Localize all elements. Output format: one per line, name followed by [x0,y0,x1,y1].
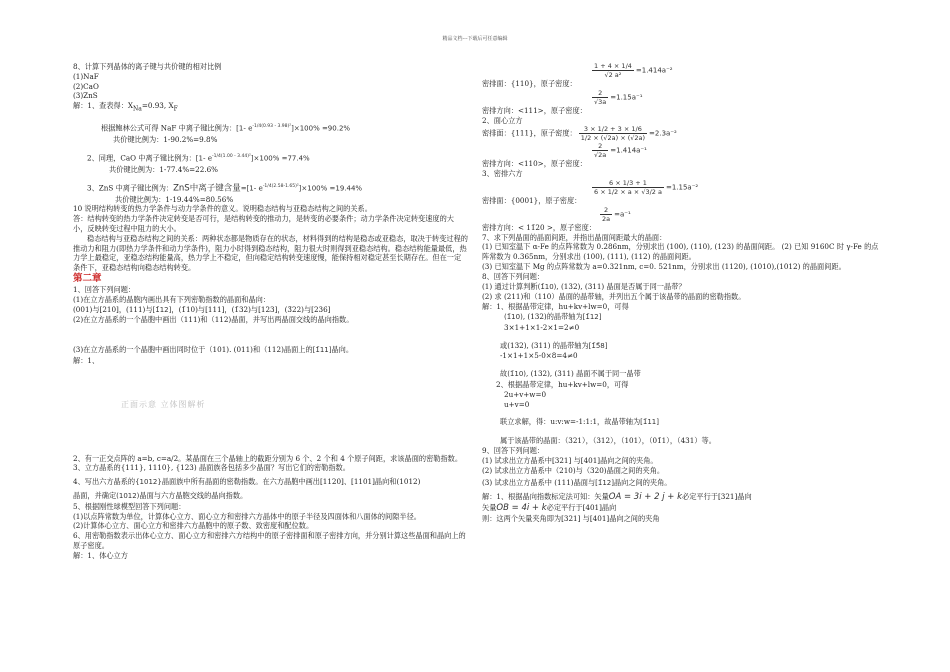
q9-part1: (1) 试求出立方晶系中[321] 与[401]晶向之间的夹角。 [482,455,658,465]
q10-title: 10 说明结构转变的热力学条件与动力学条件的意义。说明稳态结构与亚稳态结构之间的关系。 [73,204,372,214]
hcp-close-packed-direction: 密排方向：< 11̄20 >，原子密度： [482,222,596,232]
zns-covalent-ratio: 共价键比例为：1-19.44%=80.56% [115,194,234,204]
q8r-part2: (2) 求 (211)和（110）晶面的晶带轴，并列出五个属于该晶带的晶面的密勒指数。 [482,292,746,302]
q7-title: 7、求下列晶面的晶面间距，并指出晶面间距最大的晶面： [482,232,667,242]
q8-item-3: (3)ZnS [73,91,98,101]
q9-part3: (3) 试求出立方晶系中 (111)晶面与[1̄12]晶向之间的夹角。 [482,478,672,488]
ch2-q1-title: 1、回答下列问题： [73,284,136,294]
chapter-heading: 第二章 [73,272,102,284]
ch2-q4-line1: 4、写出六方晶系的{1012}晶面族中所有晶面的密勒指数。在六方晶胞中画出[1120]、[1101]晶向和(1012) [73,477,421,487]
fcc-close-packed-direction: 密排方向：<110>，原子密度： [482,159,587,169]
naf-covalent-ratio: 共价键比例为：1-90.2%=9.8% [113,134,218,144]
q8r-solve: 联立求解，得：u:v:w=-1:1:1，故晶带轴为[1̄11] [500,417,659,427]
q8r-equation-2: u+v=0 [504,399,530,409]
ch2-q1-solution: 解：1、 [73,355,100,365]
ch2-q5-title: 5、根据刚性球模型回答下列问题： [73,501,186,511]
q9-title: 9、回答下列问题： [482,445,545,455]
hcp-plane-density-formula: $\frac{6 \times 1/3 + 1}{6 \times 1/2 \times a \times √3/2 a}$ =1.15a⁻² [594,178,699,196]
ch2-q4-line2: 晶面，并确定(1012)晶面与六方晶胞交线的晶向指数。 [73,490,248,500]
zns-ionic-ratio: 3、ZnS 中离子键比例为：ZnS中离子键含量=[1- $e^{-1/4(2.58-1.65)^2}]\times 100\% =19.44\%$ [87,183,363,194]
cao-covalent-ratio: 共价键比例为：1-77.4%=22.6% [109,164,219,174]
q7-part-1-2: (1) 已知室温下 α-Fe 的点阵常数为 0.286nm，分别求出 (100), (110), (123) 的晶面间距。 (2) 已知 9160C 时 γ-Fe 的点阵常数为 0.365nm，分别求出 (100), (111), (112) 的晶面间距。 [482,242,879,262]
fcc-plane-density: 密排面：{111}，原子密度： $\frac{3 \times 1/2 + 3 \times 1/6}{1/2 \times (√2a) \times (√2a)}$ =2.3a⁻² [482,125,677,143]
q7-part-3: (3) 已知室温下 Mg 的点阵常数为 a=0.321nm, c=0. 521nm，分别求出 (1120), (1010),(1012) 的晶面间距。 [482,261,846,271]
q8r-title: 8、回答下列问题： [482,271,545,281]
hcp-direction-density-formula: $\frac{2}{2a}$ =a⁻¹ [602,205,631,223]
hcp-title: 3、密排六方 [482,169,523,179]
bcc-plane-density-formula: $\frac{1 + 4 \times 1/4}{\text{√2 a²}}$ =1.414a⁻² [594,62,673,79]
q8r-zone-planes: 属于该晶带的晶面：（321），（312），（101），（01̄1），（431）等。 [500,436,716,446]
ch2-q3: 3、立方晶系的{111}, 1110}, {123) 晶面族各包括多少晶面？写出它们的密勒指数。 [73,463,350,473]
q8r-check-1: 3×1+1×1-2×1=2≠0 [504,322,580,332]
ch2-q1-part2: (2)在立方晶系的一个晶胞中画出（111)和（112)晶面，并写出两晶面交线的晶向指数。 [73,315,354,325]
ch2-q1-part3: (3)在立方晶系的一个晶胞中画出同时位于（101). (011)和（112)晶面上的[1̄11]晶向。 [73,345,354,355]
ch2-q5-part1: (1)以点阵常数为单位，计算体心立方、面心立方和密排六方晶体中的原子半径及四面体和八面体的间隙半径。 [73,511,421,521]
q8-item-2: (2)CaO [73,81,99,91]
right-column [482,62,882,524]
q9-part2: (2) 试求出立方晶系中（210)与（320)晶面之间的夹角。 [482,465,665,475]
q9-solution-angle: 则：这两个矢量夹角即为[321] 与[401]晶向之间的夹角 [482,513,660,523]
q8r-solution-2: 2、根据晶带定律，hu+kv+lw=0，可得 [496,379,629,389]
ch2-q6: 6、用密勒指数表示出体心立方、面心立方和密排六方结构中的原子密排面和原子密排方向，并分别计算这些晶面和晶向上的原子密度。 [73,531,466,550]
page-header: 精品文档---下载后可任意编辑 [442,36,508,42]
bcc-direction-density-formula: $\frac{2}{√3a}$ =1.15a⁻¹ [594,88,643,106]
q10-answer-1: 答：结构转变的热力学条件决定转变是否可行，是结构转变的推动力，是转变的必要条件；动力学条件决定转变速度的大小，反映转变过程中阻力的大小。 [73,214,454,233]
q9-solution-vector-2: 矢量OB = 4i + k必定平行于[401]晶向 [482,502,617,513]
q8r-equation-1: 2u+v+w=0 [504,389,547,399]
faint-figure-caption: 正面示意 立体图解析 [121,399,206,409]
left-column [73,62,468,561]
ch2-q1-part1: (1)在立方晶系的晶胞内画出具有下列密勒指数的晶面和晶向： [73,294,271,304]
q10-answer-2: 稳态结构与亚稳态结构之间的关系：两种状态都是物质存在的状态，材料得到的结构是稳态或亚稳态，取决于转变过程的推动力和阻力(即热力学条件和动力学条件)，阻力小时得到稳态结构，阻力很大时则得到亚稳态结构。稳态结构能量最低，热力学上最稳定，亚稳态结构能量高，热力学上不稳定，但向稳定结构转变速度慢，能保持相对稳定甚至长期存在。但在一定条件下，亚稳态结构向稳态结构转变。 [73,233,468,273]
q8r-solution-1: 解：1、根据晶带定律，hu+kv+lw=0，可得 [482,302,629,312]
hcp-close-packed-plane: 密排面：{0001}，原子密度： [482,195,582,205]
q8-title: 8、计算下列晶体的离子键与共价键的相对比例 [73,62,222,71]
cao-ionic-ratio: 2、同理，CaO 中离子键比例为：[1- $e^{-1/4(1.00 - 3.44)^2}]\times 100\% =77.4\%$ [87,153,310,163]
q9-solution-vector-1: 解：1、根据晶向指数标定法可知：矢量OA = 3i + 2 j + k必定平行于[321]晶向 [482,492,752,503]
naf-ionic-ratio: 根据鲍林公式可得 NaF 中离子键比例为：[1- $e^{-1/4(0.93 - 3.98)^2}]\times 100\% =90.2\%$ [101,123,351,133]
ch2-q1-part1-indices: (001)与[210]，(111)与[1̄12]，(1̄10)与[111]，(1̄32)与[123]，(3̄22)与[236] [73,304,331,314]
ch2-q5-part2: (2)计算体心立方、面心立方和密排六方晶胞中的原子数、致密度和配位数。 [73,521,314,531]
ch2-q2: 2、有一正交点阵的 a=b, c=a/2。某晶面在三个晶轴上的截距分别为 6 个、2 个和 4 个原子间距，求该晶面的密勒指数。 [73,453,463,463]
ch2-q6-solution: 解：1、体心立方 [73,550,128,560]
q8r-part1: (1) 通过计算判断(1̄10), (132), (311) 晶面是否属于同一晶带？ [482,281,686,291]
bcc-close-packed-direction: 密排方向：<111>，原子密度： [482,105,587,115]
fcc-title: 2、面心立方 [482,115,523,125]
q8r-check-2: -1×1+1×5-0×8=4≠0 [500,351,578,361]
bcc-close-packed-plane: 密排面：{110}，原子密度： [482,79,577,88]
q8r-zone-axis-1: (1̄10), (132)的晶带轴为[1̄12] [504,311,602,321]
fcc-direction-density-formula: $\frac{2}{√2a}$ =1.414a⁻¹ [594,142,647,160]
q8-solution-line: 解：1、查表得：$X_{Na}=0.93$, $X_F$ [73,101,178,113]
q8r-conclusion: 故(1̄10), (132), (311) 晶面不属于同一晶带 [500,369,641,379]
q8-item-1: (1)NaF [73,71,99,81]
q8r-zone-axis-2: 或(132), (311) 的晶带轴为[1̄5̄8] [500,340,608,350]
